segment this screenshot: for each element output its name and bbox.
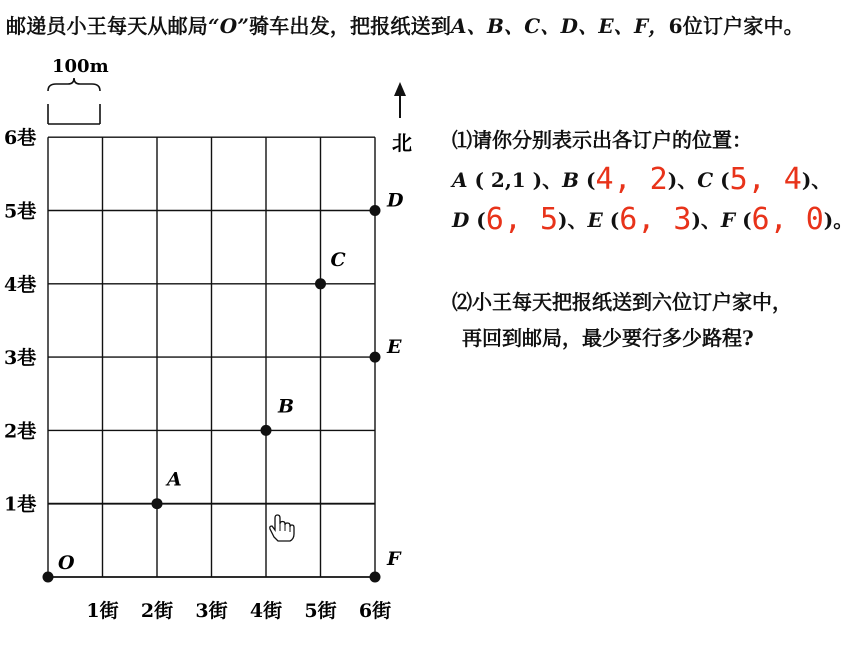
x-tick-label: 5街 bbox=[304, 600, 337, 622]
title-text-1: 邮递员小王每天从邮局 bbox=[6, 14, 208, 38]
q1-answers-row-2: D (6, 5)、E (6, 3)、F (6, 0)。 bbox=[452, 202, 854, 237]
point-label-c: C bbox=[330, 248, 346, 271]
point-label-o: O bbox=[58, 552, 75, 574]
label-c: C bbox=[697, 168, 714, 192]
hand-pointer-icon bbox=[270, 515, 294, 541]
point-f bbox=[370, 572, 381, 583]
point-label-f: F bbox=[387, 548, 401, 570]
x-axis-labels bbox=[86, 599, 391, 622]
north-arrow-icon bbox=[392, 82, 412, 155]
x-tick-label: 6街 bbox=[358, 600, 392, 622]
point-b bbox=[261, 425, 272, 436]
q2-line-2: 再回到邮局，最少要行多少路程? bbox=[462, 326, 754, 350]
grid-lines bbox=[48, 137, 375, 577]
x-tick-label: 1街 bbox=[86, 600, 119, 622]
label-b: B bbox=[562, 168, 580, 192]
title-text-2: 骑车出发，把报纸送到 bbox=[249, 14, 452, 38]
label-a: A bbox=[452, 168, 468, 192]
x-tick-label: 3街 bbox=[195, 600, 228, 622]
points-layer bbox=[43, 190, 405, 583]
title-origin: “O” bbox=[208, 14, 250, 38]
q1-prompt: ⑴请你分别表示出各订户的位置： bbox=[452, 128, 752, 152]
point-a bbox=[152, 498, 163, 509]
title-count: 6 bbox=[668, 14, 683, 38]
point-label-a: A bbox=[167, 468, 182, 491]
y-tick-label: 1巷 bbox=[4, 493, 37, 516]
point-label-d: D bbox=[387, 189, 404, 212]
q1-answers-row-1: A ( 2,1 )、B (4, 2)、C (5, 4)、 bbox=[452, 162, 832, 197]
answer-f: 6, 0 bbox=[751, 202, 824, 237]
title-points: A、B、C、D、E、F， bbox=[451, 14, 669, 38]
q2-line-1: ⑵小王每天把报纸送到六位订户家中， bbox=[452, 290, 792, 314]
label-d: D bbox=[452, 208, 470, 232]
answer-c: 5, 4 bbox=[729, 162, 802, 197]
point-o bbox=[43, 572, 54, 583]
scale-bar bbox=[48, 56, 109, 124]
question-2 bbox=[452, 284, 792, 356]
x-tick-label: 4街 bbox=[249, 600, 283, 622]
y-tick-label: 4巷 bbox=[4, 273, 37, 296]
y-tick-label: 3巷 bbox=[4, 347, 37, 370]
answer-a: ( 2,1 ) bbox=[474, 168, 543, 192]
point-label-b: B bbox=[278, 395, 295, 418]
question-1 bbox=[452, 120, 853, 240]
y-axis-labels bbox=[4, 127, 36, 516]
point-e bbox=[370, 352, 381, 363]
point-d bbox=[370, 205, 381, 216]
x-tick-label: 2街 bbox=[140, 600, 174, 622]
y-tick-label: 6巷 bbox=[4, 127, 37, 150]
answer-e: 6, 3 bbox=[619, 202, 692, 237]
answer-d: 6, 5 bbox=[485, 202, 559, 237]
point-c bbox=[315, 278, 326, 289]
title-text-3: 位订户家中。 bbox=[682, 14, 804, 38]
answer-b: 4, 2 bbox=[595, 162, 668, 197]
point-label-e: E bbox=[387, 336, 402, 359]
north-label: 北 bbox=[392, 131, 412, 155]
y-tick-label: 5巷 bbox=[4, 200, 37, 223]
y-tick-label: 2巷 bbox=[4, 420, 37, 443]
scale-label: 100m bbox=[52, 56, 109, 77]
label-e: E bbox=[587, 208, 603, 232]
label-f: F bbox=[720, 208, 736, 232]
